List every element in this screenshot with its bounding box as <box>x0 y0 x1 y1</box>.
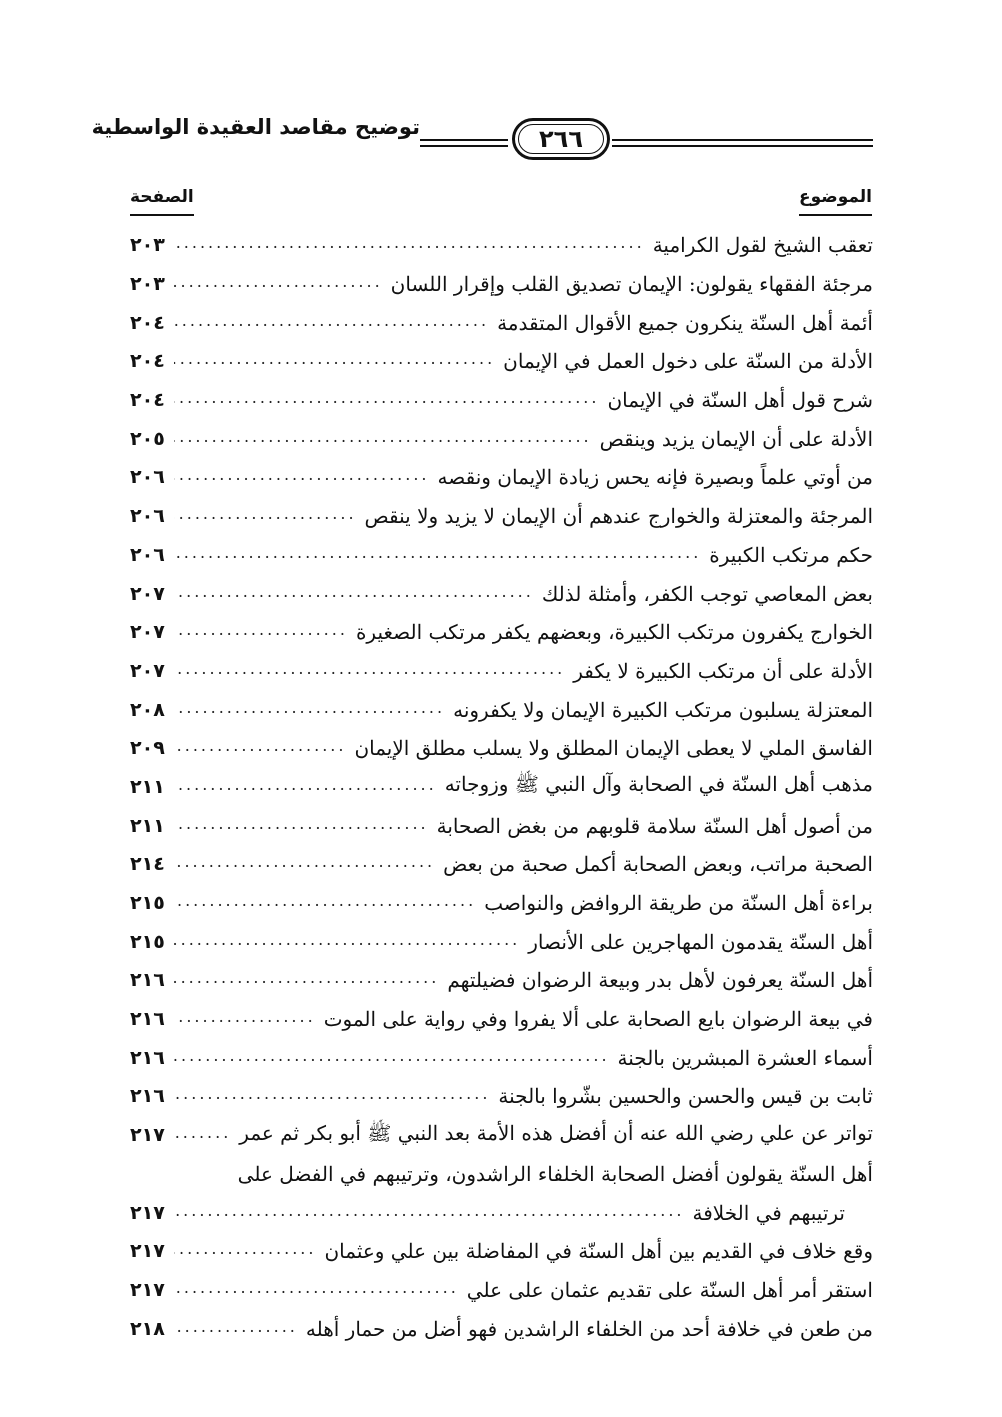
dot-leader <box>174 273 383 295</box>
dot-leader <box>174 1202 685 1224</box>
toc-entry <box>130 497 873 536</box>
header-rule <box>612 139 873 141</box>
entry-page: ٢٠٤ <box>130 311 165 334</box>
entry-page: ٢١٦ <box>130 969 165 992</box>
toc-entry <box>130 419 873 458</box>
entry-topic: مرجئة الفقهاء يقولون: الإيمان تصديق القلب وإقرار اللسان <box>390 272 873 297</box>
entry-topic: حكم مرتكب الكبيرة <box>709 542 873 567</box>
entry-topic: استقر أمر أهل السنّة على تقديم عثمان على علي <box>466 1277 873 1302</box>
dot-leader <box>174 505 357 527</box>
toc-entry <box>130 1155 873 1194</box>
toc-entry <box>130 806 873 845</box>
entry-page: ٢٠٦ <box>130 543 165 566</box>
dot-leader <box>174 1085 490 1107</box>
entry-page: ٢١٦ <box>130 1085 165 1108</box>
toc-entry <box>130 536 873 575</box>
entry-topic: الفاسق الملي لا يعطى الإيمان المطلق ولا يسلب مطلق الإيمان <box>354 736 873 761</box>
entry-topic: أهل السنّة يقدمون المهاجرين على الأنصار <box>528 929 873 954</box>
dot-leader <box>174 1279 459 1301</box>
entry-topic: المرجئة والمعتزلة والخوارج عندهم أن الإيمان لا يزيد ولا ينقص <box>364 504 873 529</box>
entry-topic: مذهب أهل السنّة في الصحابة وآل النبي ﷺ وزوجاته <box>444 772 873 797</box>
entry-topic: الأدلة على أن مرتكب الكبيرة لا يكفر <box>573 658 873 683</box>
entry-topic: أئمة أهل السنّة ينكرون جميع الأقوال المتقدمة <box>497 310 873 335</box>
dot-leader <box>174 544 701 566</box>
running-header <box>91 106 873 162</box>
entry-topic: شرح قول أهل السنّة في الإيمان <box>607 388 873 413</box>
entry-topic: ثابت بن قيس والحسن والحسين بشّروا بالجنة <box>498 1084 873 1109</box>
dot-leader <box>174 621 348 643</box>
dot-leader <box>174 931 520 953</box>
toc-entry <box>130 458 873 497</box>
entry-topic: تعقب الشيخ لقول الكرامية <box>652 233 873 258</box>
dot-leader <box>174 1047 610 1069</box>
toc-entry <box>130 729 873 768</box>
heading-underline <box>799 214 872 216</box>
dot-leader <box>174 853 435 875</box>
toc-entry <box>130 1000 873 1039</box>
entry-page: ٢١٥ <box>130 930 165 953</box>
entry-page: ٢١٤ <box>130 853 165 876</box>
table-of-contents <box>130 226 873 1348</box>
dot-leader <box>174 389 599 411</box>
entry-topic: بعض المعاصي توجب الكفر، وأمثلة لذلك <box>541 581 873 606</box>
entry-page: ٢١٧ <box>130 1201 165 1224</box>
toc-entry <box>130 613 873 652</box>
toc-entry <box>130 1309 873 1348</box>
entry-page: ٢٠٧ <box>130 659 165 682</box>
entry-page: ٢١١ <box>130 775 165 798</box>
toc-entry <box>130 226 873 265</box>
dot-leader <box>174 466 430 488</box>
dot-leader <box>174 428 592 450</box>
toc-entry <box>130 922 873 961</box>
entry-topic: براءة أهل السنّة من طريقة الروافض والنواصب <box>484 891 873 916</box>
entry-topic: في بيعة الرضوان بايع الصحابة على ألا يفروا وفي رواية على الموت <box>323 1007 873 1032</box>
entry-page: ٢٠٤ <box>130 389 165 412</box>
toc-entry <box>130 768 873 807</box>
dot-leader <box>174 969 439 991</box>
page-heading-label: الصفحة <box>130 187 194 207</box>
heading-underline <box>130 214 194 216</box>
page-number-badge: ٢٦٦ <box>512 118 610 160</box>
entry-page: ٢٠٩ <box>130 737 165 760</box>
dot-leader <box>174 776 437 798</box>
dot-leader <box>174 312 489 334</box>
page-column-heading <box>130 184 194 210</box>
entry-page: ٢٠٣ <box>130 234 165 257</box>
topic-heading-label: الموضوع <box>799 187 872 207</box>
dot-leader <box>174 1008 316 1030</box>
entry-topic: ترتيبهم في الخلافة <box>692 1200 845 1225</box>
entry-topic: المعتزلة يسلبون مرتكب الكبيرة الإيمان ولا يكفرونه <box>453 697 873 722</box>
entry-page: ٢٠٧ <box>130 582 165 605</box>
dot-leader <box>174 1124 231 1146</box>
toc-entry <box>130 303 873 342</box>
entry-page: ٢١٨ <box>130 1317 165 1340</box>
header-rule <box>612 145 873 147</box>
entry-topic: تواتر عن علي رضي الله عنه أن أفضل هذه الأمة بعد النبي ﷺ أبو بكر ثم عمر <box>239 1120 873 1145</box>
dot-leader <box>174 234 645 256</box>
toc-entry <box>130 574 873 613</box>
entry-topic: أهل السنّة يقولون أفضل الصحابة الخلفاء الراشدون، وترتيبهم في الفضل على <box>237 1161 873 1186</box>
toc-entry <box>130 1077 873 1116</box>
dot-leader <box>174 1240 316 1262</box>
entry-page: ٢٠٥ <box>130 427 165 450</box>
entry-page: ٢٠٤ <box>130 350 165 373</box>
entry-topic: من أوتي علماً وبصيرة فإنه يحس زيادة الإيمان ونقصه <box>437 465 873 490</box>
dot-leader <box>174 699 445 721</box>
entry-topic: من طعن في خلافة أحد من الخلفاء الراشدين فهو أضل من حمار أهله <box>305 1316 873 1341</box>
header-rule <box>420 145 508 147</box>
dot-leader <box>174 660 565 682</box>
entry-page: ٢٠٧ <box>130 621 165 644</box>
toc-entry <box>130 1232 873 1271</box>
toc-entry <box>130 1271 873 1310</box>
entry-page: ٢٠٣ <box>130 273 165 296</box>
entry-page: ٢١٥ <box>130 892 165 915</box>
toc-entry <box>130 961 873 1000</box>
entry-topic: الصحبة مراتب، وبعض الصحابة أكمل صحبة من بعض <box>443 852 873 877</box>
toc-entry <box>130 690 873 729</box>
entry-topic: من أصول أهل السنّة سلامة قلوبهم من بغض الصحابة <box>436 813 873 838</box>
dot-leader <box>174 1318 298 1340</box>
entry-page: ٢٠٦ <box>130 466 165 489</box>
topic-column-heading <box>799 184 872 210</box>
entry-page: ٢١٦ <box>130 1046 165 1069</box>
entry-page: ٢١١ <box>130 814 165 837</box>
toc-entry <box>130 265 873 304</box>
toc-entry <box>130 652 873 691</box>
dot-leader <box>174 583 534 605</box>
entry-page: ٢١٧ <box>130 1124 165 1147</box>
entry-page: ٢١٧ <box>130 1240 165 1263</box>
entry-topic: الأدلة على أن الإيمان يزيد وينقص <box>599 426 873 451</box>
toc-entry <box>130 342 873 381</box>
toc-entry <box>130 1116 873 1155</box>
toc-entry <box>130 845 873 884</box>
header-rule <box>420 139 508 141</box>
entry-page: ٢١٧ <box>130 1278 165 1301</box>
entry-topic: أهل السنّة يعرفون لأهل بدر وبيعة الرضوان فضيلتهم <box>447 968 873 993</box>
entry-page: ٢٠٦ <box>130 505 165 528</box>
entry-topic: الأدلة من السنّة على دخول العمل في الإيمان <box>503 349 873 374</box>
entry-topic: أسماء العشرة المبشرين بالجنة <box>617 1045 873 1070</box>
dot-leader <box>174 892 476 914</box>
entry-page: ٢١٦ <box>130 1008 165 1031</box>
dot-leader <box>174 815 429 837</box>
dot-leader <box>174 350 495 372</box>
toc-entry <box>130 1038 873 1077</box>
dot-leader <box>174 737 346 759</box>
book-title: توضيح مقاصد العقيدة الواسطية <box>91 115 420 139</box>
toc-entry-continuation <box>130 1193 873 1232</box>
toc-entry <box>130 884 873 923</box>
entry-topic: الخوارج يكفرون مرتكب الكبيرة، وبعضهم يكفر مرتكب الصغيرة <box>355 620 873 645</box>
entry-page: ٢٠٨ <box>130 698 165 721</box>
toc-entry <box>130 381 873 420</box>
entry-topic: وقع خلاف في القديم بين أهل السنّة في المفاضلة بين علي وعثمان <box>324 1239 873 1264</box>
